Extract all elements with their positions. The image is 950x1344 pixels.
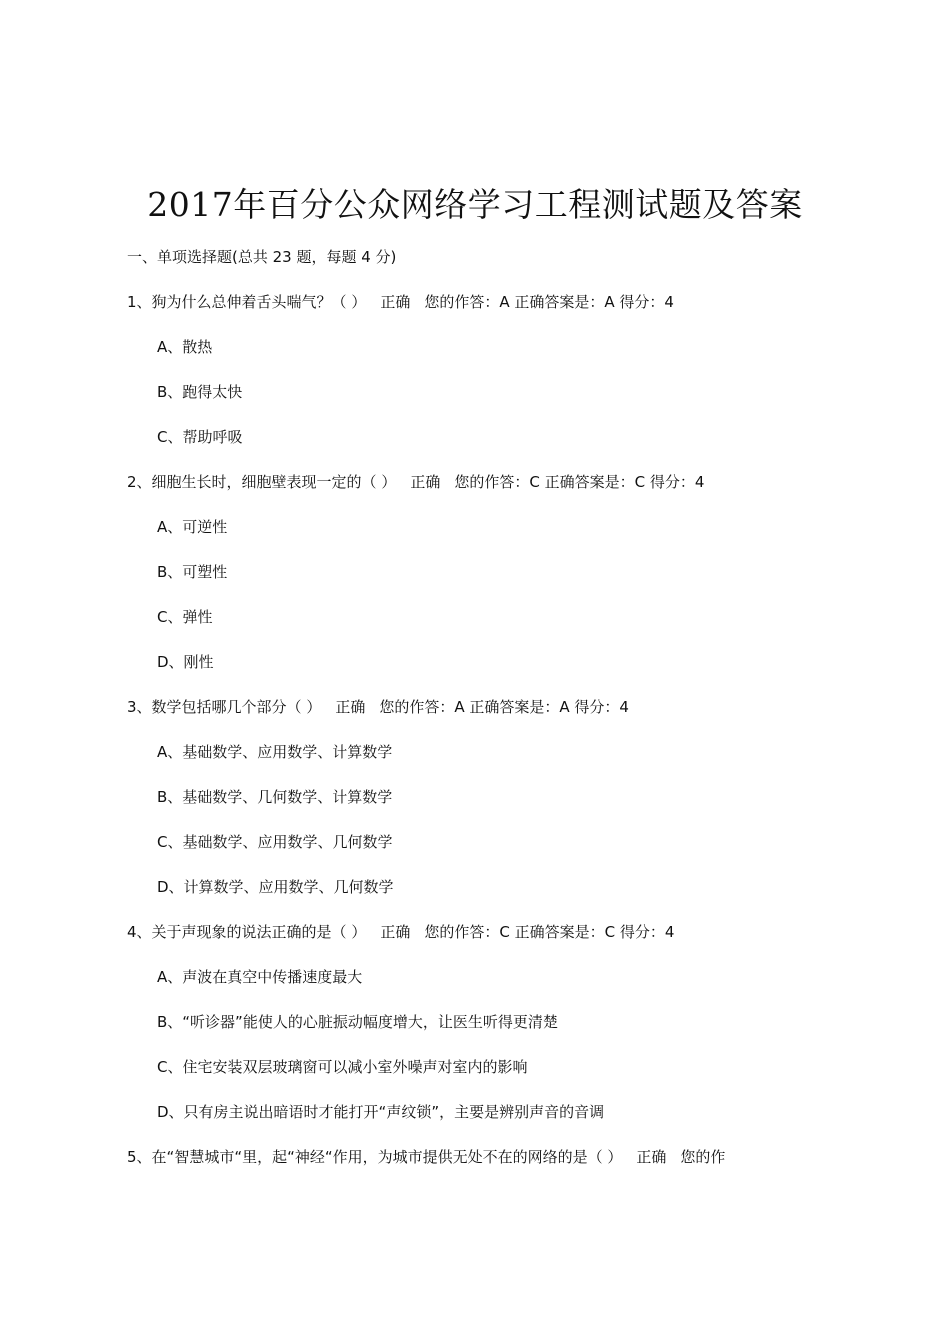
answer-option: A、散热 — [157, 338, 213, 356]
answer-status: 正确 — [335, 698, 366, 716]
answer-status: 正确 — [636, 1148, 667, 1166]
answer-status: 正确 — [380, 293, 411, 311]
question-list — [0, 290, 950, 1190]
answer-option: B、可塑性 — [157, 563, 228, 581]
section-heading: 一、单项选择题(总共 23 题，每题 4 分) — [127, 248, 397, 266]
question-stem-line — [0, 290, 827, 335]
answer-result: 您的作 — [680, 1148, 726, 1166]
answer-option: C、基础数学、应用数学、几何数学 — [157, 833, 393, 851]
document-title: 2017年百分公众网络学习工程测试题及答案 — [147, 185, 803, 224]
answer-result: 您的作答：C 正确答案是：C 得分：4 — [454, 473, 705, 491]
question-4 — [0, 920, 950, 1145]
question-stem: 5、在“智慧城市“里，起“神经“作用，为城市提供无处不在的网络的是（ ） — [127, 1148, 623, 1166]
question-stem: 1、狗为什么总伸着舌头喘气？（ ） — [127, 293, 367, 311]
question-stem: 3、数学包括哪几个部分（ ） — [127, 698, 322, 716]
answer-option: A、可逆性 — [157, 518, 228, 536]
answer-option: A、声波在真空中传播速度最大 — [157, 968, 363, 986]
answer-option: D、刚性 — [157, 653, 214, 671]
question-stem: 4、关于声现象的说法正确的是（ ） — [127, 923, 367, 941]
answer-option: A、基础数学、应用数学、计算数学 — [157, 743, 393, 761]
answer-result: 您的作答：A 正确答案是：A 得分：4 — [379, 698, 629, 716]
question-5 — [0, 1145, 950, 1190]
question-2 — [0, 470, 950, 695]
question-3 — [0, 695, 950, 920]
answer-option: D、只有房主说出暗语时才能打开“声纹锁”，主要是辨别声音的音调 — [157, 1103, 605, 1121]
question-stem-line — [0, 695, 827, 740]
answer-option: B、基础数学、几何数学、计算数学 — [157, 788, 393, 806]
answer-option: C、弹性 — [157, 608, 213, 626]
answer-option: C、帮助呼吸 — [157, 428, 243, 446]
question-stem-line — [0, 1145, 827, 1190]
answer-option: B、跑得太快 — [157, 383, 243, 401]
question-1 — [0, 290, 950, 470]
answer-option: B、“听诊器”能使人的心脏振动幅度增大，让医生听得更清楚 — [157, 1013, 558, 1031]
answer-option: C、住宅安装双层玻璃窗可以减小室外噪声对室内的影响 — [157, 1058, 528, 1076]
question-stem-line — [0, 920, 827, 965]
question-stem-line — [0, 470, 827, 515]
answer-status: 正确 — [410, 473, 441, 491]
answer-status: 正确 — [380, 923, 411, 941]
question-stem: 2、细胞生长时，细胞壁表现一定的（ ） — [127, 473, 397, 491]
answer-result: 您的作答：A 正确答案是：A 得分：4 — [424, 293, 674, 311]
answer-result: 您的作答：C 正确答案是：C 得分：4 — [424, 923, 675, 941]
answer-option: D、计算数学、应用数学、几何数学 — [157, 878, 394, 896]
